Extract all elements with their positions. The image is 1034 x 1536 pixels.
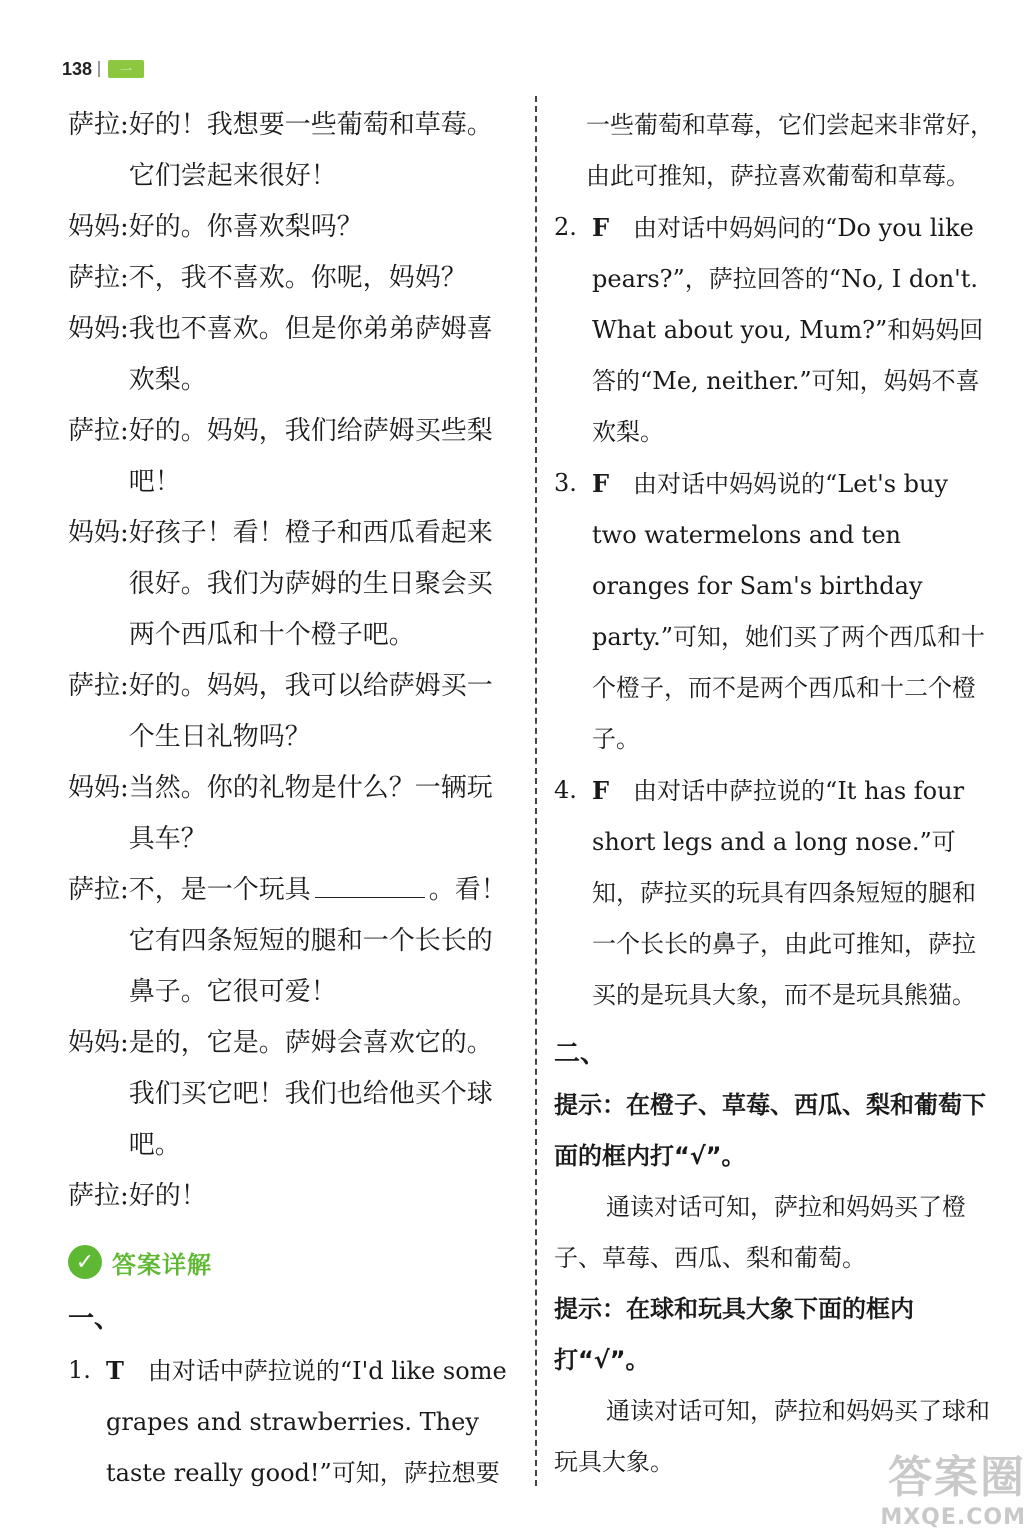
dialogue-line — [68, 202, 518, 253]
dialogue-line — [68, 406, 518, 508]
dialogue-line — [68, 865, 518, 1018]
utterance-part: 。看！它有四条短短的腿和一个长长的鼻子。它很可爱！ — [128, 875, 507, 1007]
speaker: 萨拉: — [68, 263, 129, 293]
column-divider — [535, 96, 537, 1486]
part-one-heading: 一、 — [68, 1304, 121, 1334]
item-number: 4. — [554, 776, 577, 804]
answer-section-title — [68, 1238, 518, 1286]
speaker: 妈妈: — [68, 1028, 129, 1058]
explanation-paragraph: 通读对话可知，萨拉和妈妈买了橙子、草莓、西瓜、梨和葡萄。 — [554, 1193, 966, 1272]
utterance: 是的，它是。萨姆会喜欢它的。我们买它吧！我们也给他买个球吧。 — [128, 1028, 493, 1160]
dialogue-line — [68, 661, 518, 763]
utterance: 好的！ — [128, 1181, 207, 1211]
answer-item — [554, 202, 994, 458]
speaker: 萨拉: — [68, 416, 129, 446]
dialogue-line — [68, 304, 518, 406]
left-column — [68, 100, 518, 1499]
utterance: 好的！我想要一些葡萄和草莓。它们尝起来很好！ — [128, 110, 493, 191]
item-body — [592, 765, 994, 1021]
utterance: 当然。你的礼物是什么？一辆玩具车？ — [128, 773, 493, 854]
hint-text: 提示：在球和玩具大象下面的框内打“√”。 — [554, 1295, 914, 1374]
speaker: 妈妈: — [68, 314, 129, 344]
answer-blank — [315, 867, 425, 898]
speaker: 萨拉: — [68, 110, 129, 140]
explanation-paragraph: 通读对话可知，萨拉和妈妈买了球和玩具大象。 — [554, 1397, 990, 1476]
dialogue-line — [68, 1171, 518, 1222]
section-tab: 一 — [108, 60, 144, 78]
item-body — [106, 1345, 518, 1499]
page-number: 138 — [62, 58, 93, 79]
item-number: 3. — [554, 469, 577, 497]
item-number: 2. — [554, 213, 577, 241]
part-two-heading: 二、 — [554, 1039, 607, 1069]
checkmark-icon: ✓ — [68, 1245, 102, 1279]
speaker: 萨拉: — [68, 875, 129, 905]
answer-title-text: 答案详解 — [112, 1250, 212, 1279]
item-number: 1. — [68, 1356, 91, 1384]
speaker: 妈妈: — [68, 212, 129, 242]
explanation: 由对话中萨拉说的“It has four short legs and a long nose.”可知，萨拉买的玩具有四条短短的腿和一个长长的鼻子，由此可推知，萨拉买的是玩具大象，而不是玩具熊猫。 — [592, 777, 976, 1009]
answer-mark: F — [592, 776, 610, 805]
explanation: 由对话中萨拉说的“I'd like some grapes and strawberries. They taste really good!”可知，萨拉想要 — [106, 1357, 507, 1487]
utterance: 好的。你喜欢梨吗？ — [128, 212, 363, 242]
utterance: 好孩子！看！橙子和西瓜看起来很好。我们为萨姆的生日聚会买两个西瓜和十个橙子吧。 — [128, 518, 493, 650]
dialogue-line — [68, 100, 518, 202]
page-header — [62, 56, 144, 82]
answer-mark: F — [592, 213, 610, 242]
answer-item — [554, 458, 994, 765]
speaker: 妈妈: — [68, 518, 129, 548]
answer-mark: T — [106, 1356, 124, 1385]
hint-text: 提示：在橙子、草莓、西瓜、梨和葡萄下面的框内打“√”。 — [554, 1091, 986, 1170]
explanation: 由对话中妈妈说的“Let's buy two watermelons and ten oranges for Sam's birthday party.”可知，她们买了两个西瓜和十个橙子，而不是两个西瓜和十二个橙子。 — [592, 470, 986, 753]
item-continuation: 一些葡萄和草莓，它们尝起来非常好，由此可推知，萨拉喜欢葡萄和草莓。 — [586, 111, 994, 190]
utterance-part: 不，是一个玩具 — [128, 875, 311, 905]
utterance: 不，我不喜欢。你呢，妈妈？ — [128, 263, 467, 293]
watermark — [880, 1441, 1026, 1530]
speaker: 萨拉: — [68, 1181, 129, 1211]
speaker: 妈妈: — [68, 773, 129, 803]
utterance: 我也不喜欢。但是你弟弟萨姆喜欢梨。 — [128, 314, 493, 395]
answer-item — [554, 765, 994, 1021]
watermark-url: MXQE.COM — [880, 1505, 1026, 1530]
utterance — [129, 865, 518, 1018]
speaker: 萨拉: — [68, 671, 129, 701]
dialogue-line — [68, 253, 518, 304]
answer-mark: F — [592, 469, 610, 498]
utterance: 好的。妈妈，我可以给萨姆买一个生日礼物吗？ — [128, 671, 493, 752]
watermark-logo-text: 答案圈 — [888, 1452, 1026, 1503]
header-divider — [98, 61, 100, 77]
dialogue-line — [68, 763, 518, 865]
answer-item — [68, 1345, 518, 1499]
dialogue-line — [68, 508, 518, 661]
utterance: 好的。妈妈，我们给萨姆买些梨吧！ — [128, 416, 493, 497]
right-column — [554, 100, 994, 1488]
item-body — [592, 202, 994, 458]
item-body — [592, 458, 994, 765]
explanation: 由对话中妈妈问的“Do you like pears?”，萨拉回答的“No, I don't. What about you, Mum?”和妈妈回答的“Me, neither.”可知，妈妈不喜欢梨。 — [592, 214, 984, 446]
dialogue-line — [68, 1018, 518, 1171]
